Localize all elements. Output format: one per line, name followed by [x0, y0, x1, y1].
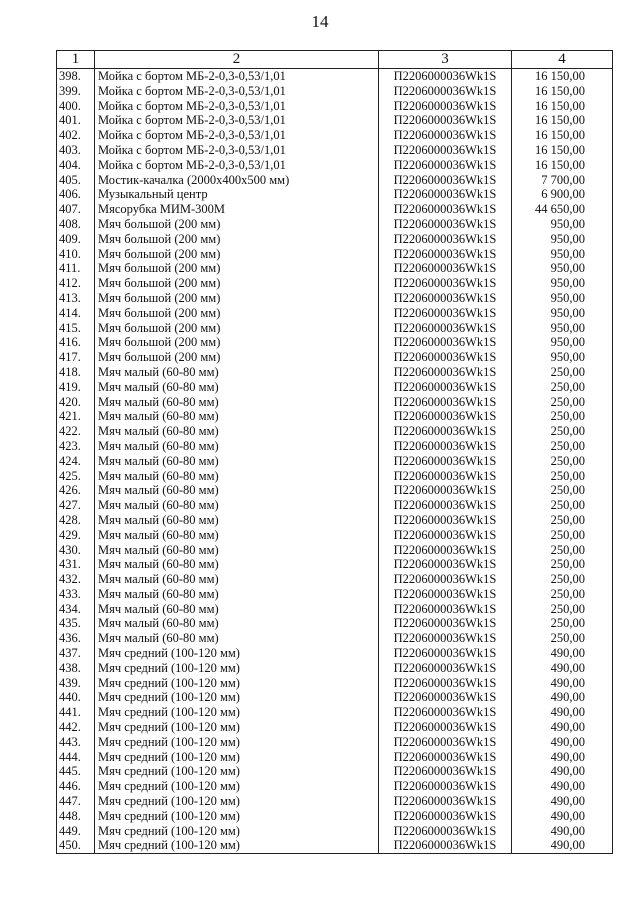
row-number: 401.	[57, 113, 95, 128]
item-price: 250,00	[512, 483, 613, 498]
inventory-code: П2206000036Wk1S	[379, 187, 512, 202]
item-name: Мяч малый (60-80 мм)	[95, 572, 379, 587]
item-name: Мяч малый (60-80 мм)	[95, 602, 379, 617]
table-row	[57, 631, 613, 646]
table-row	[57, 335, 613, 350]
item-name: Мяч малый (60-80 мм)	[95, 557, 379, 572]
row-number: 426.	[57, 483, 95, 498]
table-row	[57, 128, 613, 143]
row-number: 440.	[57, 690, 95, 705]
item-price: 490,00	[512, 705, 613, 720]
table-row	[57, 395, 613, 410]
inventory-code: П2206000036Wk1S	[379, 779, 512, 794]
inventory-code: П2206000036Wk1S	[379, 513, 512, 528]
row-number: 399.	[57, 84, 95, 99]
table-row	[57, 291, 613, 306]
inventory-code: П2206000036Wk1S	[379, 661, 512, 676]
row-number: 400.	[57, 99, 95, 114]
item-name: Мяч большой (200 мм)	[95, 261, 379, 276]
table-row	[57, 676, 613, 691]
item-name: Мяч средний (100-120 мм)	[95, 794, 379, 809]
inventory-code: П2206000036Wk1S	[379, 321, 512, 336]
inventory-code: П2206000036Wk1S	[379, 646, 512, 661]
item-name: Мяч большой (200 мм)	[95, 232, 379, 247]
row-number: 406.	[57, 187, 95, 202]
inventory-code: П2206000036Wk1S	[379, 631, 512, 646]
table-row	[57, 202, 613, 217]
inventory-code: П2206000036Wk1S	[379, 232, 512, 247]
row-number: 408.	[57, 217, 95, 232]
item-price: 250,00	[512, 631, 613, 646]
item-price: 250,00	[512, 572, 613, 587]
table-row	[57, 187, 613, 202]
row-number: 429.	[57, 528, 95, 543]
item-price: 250,00	[512, 409, 613, 424]
row-number: 402.	[57, 128, 95, 143]
item-name: Мяч большой (200 мм)	[95, 335, 379, 350]
row-number: 447.	[57, 794, 95, 809]
item-price: 250,00	[512, 587, 613, 602]
item-price: 950,00	[512, 350, 613, 365]
item-name: Мяч большой (200 мм)	[95, 247, 379, 262]
row-number: 405.	[57, 173, 95, 188]
item-price: 490,00	[512, 809, 613, 824]
table-row	[57, 528, 613, 543]
inventory-code: П2206000036Wk1S	[379, 380, 512, 395]
item-price: 250,00	[512, 528, 613, 543]
item-price: 16 150,00	[512, 113, 613, 128]
item-name: Мяч малый (60-80 мм)	[95, 498, 379, 513]
inventory-code: П2206000036Wk1S	[379, 276, 512, 291]
item-price: 950,00	[512, 247, 613, 262]
item-price: 490,00	[512, 676, 613, 691]
row-number: 444.	[57, 750, 95, 765]
item-price: 250,00	[512, 380, 613, 395]
item-name: Мойка с бортом МБ-2-0,3-0,53/1,01	[95, 84, 379, 99]
item-name: Мяч средний (100-120 мм)	[95, 661, 379, 676]
item-name: Мяч средний (100-120 мм)	[95, 720, 379, 735]
inventory-code: П2206000036Wk1S	[379, 291, 512, 306]
inventory-code: П2206000036Wk1S	[379, 528, 512, 543]
inventory-code: П2206000036Wk1S	[379, 824, 512, 839]
item-name: Мяч малый (60-80 мм)	[95, 587, 379, 602]
table-row	[57, 113, 613, 128]
row-number: 415.	[57, 321, 95, 336]
row-number: 412.	[57, 276, 95, 291]
item-name: Мяч большой (200 мм)	[95, 217, 379, 232]
item-name: Мяч средний (100-120 мм)	[95, 676, 379, 691]
inventory-code: П2206000036Wk1S	[379, 306, 512, 321]
inventory-code: П2206000036Wk1S	[379, 543, 512, 558]
item-price: 250,00	[512, 616, 613, 631]
table-row	[57, 247, 613, 262]
item-price: 250,00	[512, 602, 613, 617]
item-name: Мяч средний (100-120 мм)	[95, 764, 379, 779]
inventory-code: П2206000036Wk1S	[379, 409, 512, 424]
table-row	[57, 557, 613, 572]
item-name: Мяч малый (60-80 мм)	[95, 439, 379, 454]
item-name: Мяч средний (100-120 мм)	[95, 735, 379, 750]
item-name: Мяч средний (100-120 мм)	[95, 690, 379, 705]
table-row	[57, 764, 613, 779]
table-row	[57, 735, 613, 750]
item-name: Мяч малый (60-80 мм)	[95, 528, 379, 543]
item-name: Мойка с бортом МБ-2-0,3-0,53/1,01	[95, 69, 379, 84]
table-row	[57, 99, 613, 114]
page-number: 14	[311, 12, 329, 31]
table-row	[57, 809, 613, 824]
row-number: 413.	[57, 291, 95, 306]
inventory-code: П2206000036Wk1S	[379, 128, 512, 143]
row-number: 427.	[57, 498, 95, 513]
item-price: 44 650,00	[512, 202, 613, 217]
item-name: Мойка с бортом МБ-2-0,3-0,53/1,01	[95, 143, 379, 158]
row-number: 431.	[57, 557, 95, 572]
inventory-code: П2206000036Wk1S	[379, 676, 512, 691]
item-name: Мяч средний (100-120 мм)	[95, 779, 379, 794]
table-header	[57, 51, 613, 69]
item-name: Мяч средний (100-120 мм)	[95, 646, 379, 661]
item-price: 250,00	[512, 469, 613, 484]
item-price: 490,00	[512, 824, 613, 839]
row-number: 425.	[57, 469, 95, 484]
row-number: 449.	[57, 824, 95, 839]
inventory-code: П2206000036Wk1S	[379, 809, 512, 824]
item-price: 16 150,00	[512, 69, 613, 84]
item-name: Мяч большой (200 мм)	[95, 350, 379, 365]
row-number: 416.	[57, 335, 95, 350]
row-number: 446.	[57, 779, 95, 794]
row-number: 435.	[57, 616, 95, 631]
row-number: 434.	[57, 602, 95, 617]
item-name: Мяч малый (60-80 мм)	[95, 543, 379, 558]
item-price: 950,00	[512, 261, 613, 276]
item-price: 250,00	[512, 557, 613, 572]
inventory-code: П2206000036Wk1S	[379, 424, 512, 439]
table-row	[57, 661, 613, 676]
table-row	[57, 690, 613, 705]
table-row	[57, 469, 613, 484]
table-row	[57, 498, 613, 513]
table-row	[57, 587, 613, 602]
item-price: 7 700,00	[512, 173, 613, 188]
inventory-code: П2206000036Wk1S	[379, 454, 512, 469]
item-price: 250,00	[512, 424, 613, 439]
row-number: 424.	[57, 454, 95, 469]
item-price: 250,00	[512, 543, 613, 558]
item-price: 490,00	[512, 764, 613, 779]
item-name: Мяч малый (60-80 мм)	[95, 631, 379, 646]
table-row	[57, 321, 613, 336]
table-row	[57, 158, 613, 173]
item-price: 490,00	[512, 690, 613, 705]
inventory-code: П2206000036Wk1S	[379, 794, 512, 809]
item-name: Мяч средний (100-120 мм)	[95, 838, 379, 853]
item-name: Мяч малый (60-80 мм)	[95, 616, 379, 631]
item-price: 250,00	[512, 513, 613, 528]
table-row	[57, 513, 613, 528]
row-number: 414.	[57, 306, 95, 321]
row-number: 428.	[57, 513, 95, 528]
row-number: 407.	[57, 202, 95, 217]
row-number: 422.	[57, 424, 95, 439]
item-price: 950,00	[512, 276, 613, 291]
item-price: 16 150,00	[512, 128, 613, 143]
item-price: 250,00	[512, 439, 613, 454]
item-price: 490,00	[512, 661, 613, 676]
item-price: 250,00	[512, 365, 613, 380]
item-name: Мяч средний (100-120 мм)	[95, 750, 379, 765]
inventory-code: П2206000036Wk1S	[379, 69, 512, 84]
item-name: Мяч средний (100-120 мм)	[95, 809, 379, 824]
row-number: 450.	[57, 838, 95, 853]
row-number: 403.	[57, 143, 95, 158]
item-name: Мяч малый (60-80 мм)	[95, 469, 379, 484]
inventory-code: П2206000036Wk1S	[379, 764, 512, 779]
row-number: 410.	[57, 247, 95, 262]
table-row	[57, 572, 613, 587]
item-price: 490,00	[512, 735, 613, 750]
inventory-code: П2206000036Wk1S	[379, 602, 512, 617]
item-name: Мяч малый (60-80 мм)	[95, 395, 379, 410]
table-row	[57, 365, 613, 380]
item-name: Мяч малый (60-80 мм)	[95, 483, 379, 498]
row-number: 409.	[57, 232, 95, 247]
inventory-code: П2206000036Wk1S	[379, 143, 512, 158]
item-price: 6 900,00	[512, 187, 613, 202]
table-row	[57, 838, 613, 853]
header-row	[57, 51, 613, 69]
row-number: 430.	[57, 543, 95, 558]
inventory-code: П2206000036Wk1S	[379, 202, 512, 217]
inventory-code: П2206000036Wk1S	[379, 113, 512, 128]
inventory-code: П2206000036Wk1S	[379, 439, 512, 454]
item-name: Мяч малый (60-80 мм)	[95, 380, 379, 395]
table-row	[57, 646, 613, 661]
inventory-code: П2206000036Wk1S	[379, 690, 512, 705]
row-number: 442.	[57, 720, 95, 735]
item-name: Мяч большой (200 мм)	[95, 291, 379, 306]
item-name: Мясорубка МИМ-300М	[95, 202, 379, 217]
table-row	[57, 232, 613, 247]
inventory-code: П2206000036Wk1S	[379, 84, 512, 99]
item-name: Мяч малый (60-80 мм)	[95, 409, 379, 424]
table-row	[57, 143, 613, 158]
header-col-1: 1	[57, 51, 95, 69]
table-row	[57, 69, 613, 84]
item-price: 490,00	[512, 720, 613, 735]
item-name: Мойка с бортом МБ-2-0,3-0,53/1,01	[95, 158, 379, 173]
header-col-4: 4	[512, 51, 613, 69]
table-row	[57, 602, 613, 617]
table-row	[57, 261, 613, 276]
inventory-code: П2206000036Wk1S	[379, 469, 512, 484]
header-col-2: 2	[95, 51, 379, 69]
item-price: 950,00	[512, 306, 613, 321]
table-row	[57, 483, 613, 498]
table-row	[57, 824, 613, 839]
table-row	[57, 454, 613, 469]
inventory-code: П2206000036Wk1S	[379, 750, 512, 765]
item-name: Мойка с бортом МБ-2-0,3-0,53/1,01	[95, 128, 379, 143]
item-price: 250,00	[512, 395, 613, 410]
item-price: 490,00	[512, 646, 613, 661]
table-row	[57, 350, 613, 365]
row-number: 437.	[57, 646, 95, 661]
item-price: 250,00	[512, 498, 613, 513]
item-price: 250,00	[512, 454, 613, 469]
inventory-code: П2206000036Wk1S	[379, 335, 512, 350]
table-body	[57, 69, 613, 854]
row-number: 441.	[57, 705, 95, 720]
row-number: 436.	[57, 631, 95, 646]
row-number: 411.	[57, 261, 95, 276]
inventory-code: П2206000036Wk1S	[379, 173, 512, 188]
table-row	[57, 616, 613, 631]
item-name: Мяч малый (60-80 мм)	[95, 454, 379, 469]
table-row	[57, 173, 613, 188]
inventory-code: П2206000036Wk1S	[379, 99, 512, 114]
row-number: 432.	[57, 572, 95, 587]
inventory-code: П2206000036Wk1S	[379, 350, 512, 365]
inventory-code: П2206000036Wk1S	[379, 261, 512, 276]
table-row	[57, 276, 613, 291]
table-row	[57, 720, 613, 735]
table-row	[57, 409, 613, 424]
row-number: 443.	[57, 735, 95, 750]
header-col-3: 3	[379, 51, 512, 69]
row-number: 420.	[57, 395, 95, 410]
row-number: 418.	[57, 365, 95, 380]
inventory-code: П2206000036Wk1S	[379, 720, 512, 735]
inventory-code: П2206000036Wk1S	[379, 365, 512, 380]
item-price: 16 150,00	[512, 143, 613, 158]
row-number: 439.	[57, 676, 95, 691]
row-number: 398.	[57, 69, 95, 84]
inventory-code: П2206000036Wk1S	[379, 158, 512, 173]
item-price: 950,00	[512, 335, 613, 350]
table-row	[57, 217, 613, 232]
inventory-code: П2206000036Wk1S	[379, 483, 512, 498]
item-name: Мяч большой (200 мм)	[95, 306, 379, 321]
inventory-code: П2206000036Wk1S	[379, 838, 512, 853]
row-number: 421.	[57, 409, 95, 424]
table-row	[57, 84, 613, 99]
row-number: 419.	[57, 380, 95, 395]
table-row	[57, 794, 613, 809]
item-name: Мойка с бортом МБ-2-0,3-0,53/1,01	[95, 99, 379, 114]
row-number: 417.	[57, 350, 95, 365]
item-name: Музыкальный центр	[95, 187, 379, 202]
item-price: 16 150,00	[512, 158, 613, 173]
inventory-table	[56, 50, 613, 854]
table-row	[57, 779, 613, 794]
inventory-code: П2206000036Wk1S	[379, 498, 512, 513]
row-number: 404.	[57, 158, 95, 173]
item-price: 950,00	[512, 291, 613, 306]
row-number: 423.	[57, 439, 95, 454]
table-row	[57, 439, 613, 454]
row-number: 438.	[57, 661, 95, 676]
inventory-code: П2206000036Wk1S	[379, 217, 512, 232]
row-number: 433.	[57, 587, 95, 602]
item-price: 490,00	[512, 838, 613, 853]
row-number: 445.	[57, 764, 95, 779]
inventory-code: П2206000036Wk1S	[379, 395, 512, 410]
item-name: Мойка с бортом МБ-2-0,3-0,53/1,01	[95, 113, 379, 128]
item-price: 490,00	[512, 779, 613, 794]
inventory-code: П2206000036Wk1S	[379, 735, 512, 750]
inventory-code: П2206000036Wk1S	[379, 616, 512, 631]
inventory-code: П2206000036Wk1S	[379, 587, 512, 602]
item-price: 950,00	[512, 217, 613, 232]
table-row	[57, 306, 613, 321]
item-price: 490,00	[512, 794, 613, 809]
inventory-code: П2206000036Wk1S	[379, 557, 512, 572]
table-row	[57, 750, 613, 765]
table-row	[57, 424, 613, 439]
inventory-code: П2206000036Wk1S	[379, 572, 512, 587]
table-row	[57, 705, 613, 720]
table-row	[57, 543, 613, 558]
item-price: 950,00	[512, 321, 613, 336]
item-name: Мяч малый (60-80 мм)	[95, 513, 379, 528]
item-name: Мяч средний (100-120 мм)	[95, 824, 379, 839]
item-name: Мяч средний (100-120 мм)	[95, 705, 379, 720]
table-row	[57, 380, 613, 395]
item-price: 16 150,00	[512, 99, 613, 114]
item-price: 950,00	[512, 232, 613, 247]
item-name: Мостик-качалка (2000x400x500 мм)	[95, 173, 379, 188]
item-price: 490,00	[512, 750, 613, 765]
item-price: 16 150,00	[512, 84, 613, 99]
inventory-code: П2206000036Wk1S	[379, 705, 512, 720]
item-name: Мяч малый (60-80 мм)	[95, 424, 379, 439]
row-number: 448.	[57, 809, 95, 824]
item-name: Мяч большой (200 мм)	[95, 321, 379, 336]
item-name: Мяч большой (200 мм)	[95, 276, 379, 291]
inventory-code: П2206000036Wk1S	[379, 247, 512, 262]
item-name: Мяч малый (60-80 мм)	[95, 365, 379, 380]
